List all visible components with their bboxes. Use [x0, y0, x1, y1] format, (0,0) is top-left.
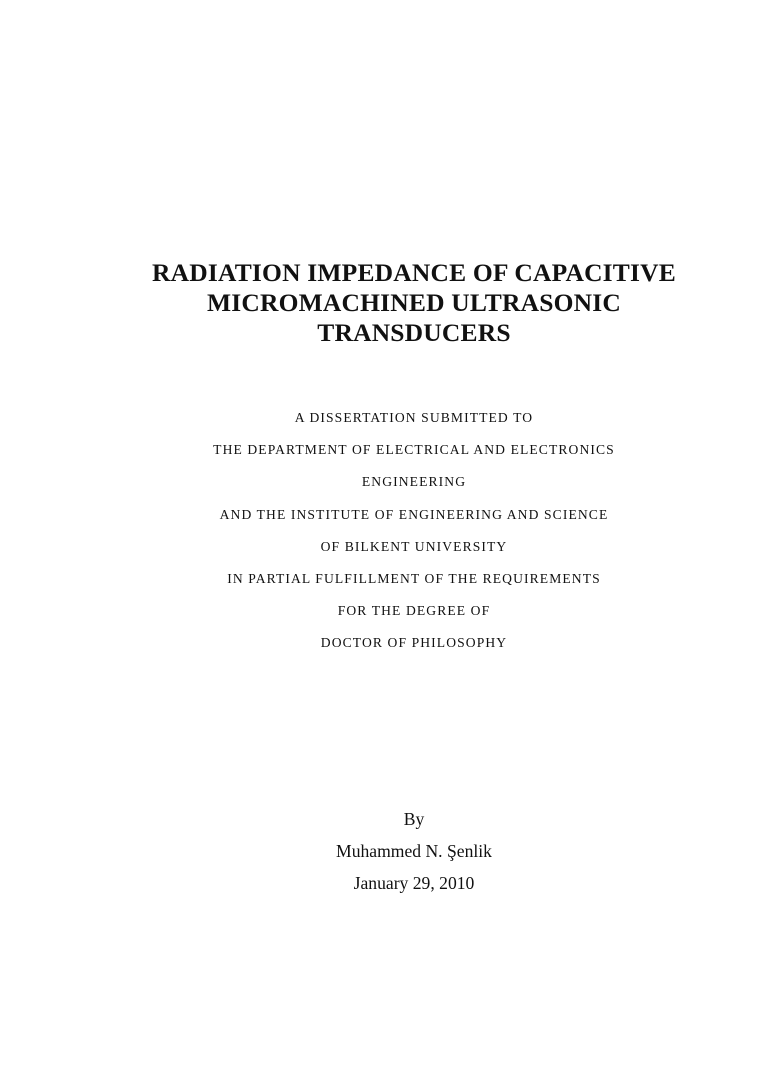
submission-date: January 29, 2010: [353, 873, 475, 893]
by-label: By: [403, 809, 425, 829]
title-line-2: MICROMACHINED ULTRASONIC: [206, 288, 622, 317]
submission-line-8: DOCTOR OF PHILOSOPHY: [320, 635, 508, 651]
title-line-3: TRANSDUCERS: [317, 318, 511, 347]
author-block: [0, 803, 768, 899]
submission-line-7: FOR THE DEGREE OF: [337, 603, 491, 619]
dissertation-title: [0, 258, 768, 348]
author-name: Muhammed N. Şenlik: [336, 841, 492, 861]
submission-line-5: OF BILKENT UNIVERSITY: [320, 538, 508, 554]
submission-line-6: IN PARTIAL FULFILLMENT OF THE REQUIREMENTS: [227, 570, 601, 586]
submission-line-4: AND THE INSTITUTE OF ENGINEERING AND SCIENCE: [219, 506, 609, 522]
title-line-1: RADIATION IMPEDANCE OF CAPACITIVE: [152, 258, 676, 287]
submission-line-3: ENGINEERING: [361, 474, 467, 490]
submission-line-1: A DISSERTATION SUBMITTED TO: [294, 410, 534, 425]
submission-statement: [0, 402, 768, 660]
submission-line-2: THE DEPARTMENT OF ELECTRICAL AND ELECTRONICS: [213, 442, 615, 458]
